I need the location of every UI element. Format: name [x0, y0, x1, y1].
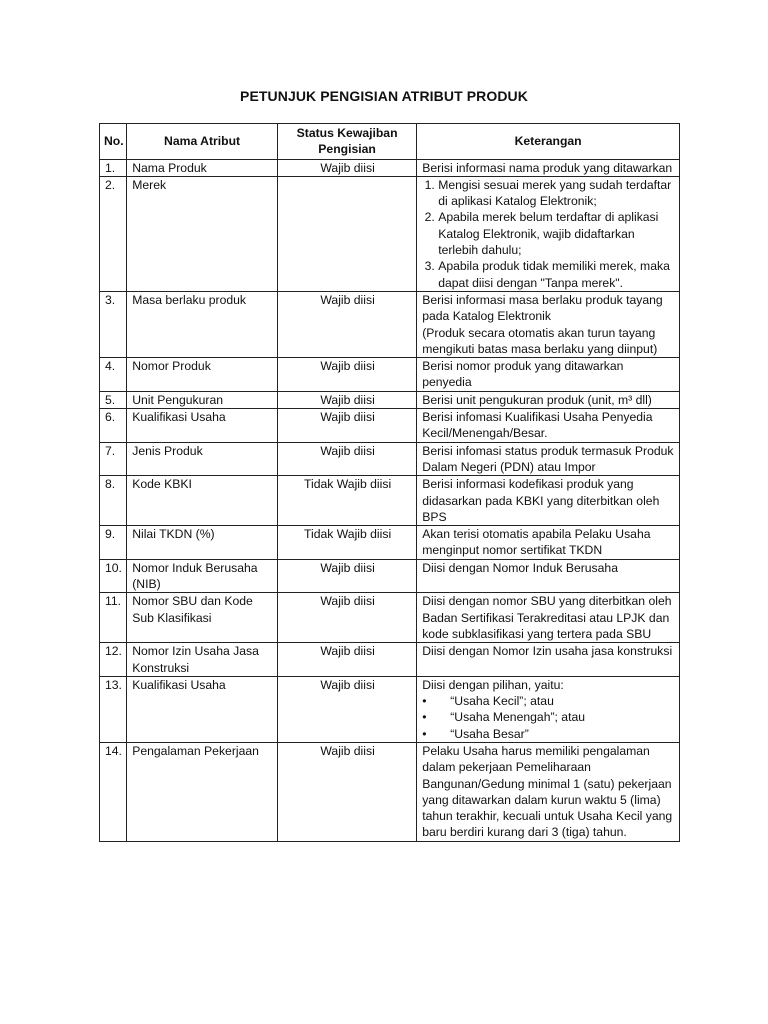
row-description: Diisi dengan Nomor Izin usaha jasa konstruksi	[417, 643, 680, 677]
row-status: Wajib diisi	[277, 742, 416, 841]
row-attribute-name: Unit Pengukuran	[127, 391, 278, 408]
table-row	[100, 391, 680, 408]
row-status: Wajib diisi	[277, 409, 416, 443]
table-row	[100, 526, 680, 560]
row-no: 14.	[100, 742, 127, 841]
row-status: Wajib diisi	[277, 676, 416, 742]
header-attribute-name: Nama Atribut	[127, 124, 278, 160]
row-description: Berisi infomasi Kualifikasi Usaha Penyedia Kecil/Menengah/Besar.	[417, 409, 680, 443]
row-description: Diisi dengan Nomor Induk Berusaha	[417, 559, 680, 593]
row-no: 6.	[100, 409, 127, 443]
row-status: Wajib diisi	[277, 391, 416, 408]
row-attribute-name: Kualifikasi Usaha	[127, 409, 278, 443]
list-item: 1. Mengisi sesuai merek yang sudah terdaftar di aplikasi Katalog Elektronik;	[438, 177, 675, 210]
list-item: • “Usaha Besar”	[422, 726, 675, 742]
table-row	[100, 676, 680, 742]
row-status: Wajib diisi	[277, 643, 416, 677]
row-status: Tidak Wajib diisi	[277, 476, 416, 526]
row-description: Akan terisi otomatis apabila Pelaku Usaha menginput nomor sertifikat TKDN	[417, 526, 680, 560]
row-attribute-name: Merek	[127, 176, 278, 291]
row-no: 3.	[100, 291, 127, 357]
attribute-table	[99, 123, 680, 842]
row-attribute-name: Kualifikasi Usaha	[127, 676, 278, 742]
table-row	[100, 409, 680, 443]
table-row	[100, 559, 680, 593]
row-no: 5.	[100, 391, 127, 408]
row-no: 8.	[100, 476, 127, 526]
row-no: 13.	[100, 676, 127, 742]
row-attribute-name: Kode KBKI	[127, 476, 278, 526]
row-description: Berisi informasi kodefikasi produk yang didasarkan pada KBKI yang diterbitkan oleh BPS	[417, 476, 680, 526]
row-status	[277, 176, 416, 291]
header-status: Status Kewajiban Pengisian	[277, 124, 416, 160]
row-status: Tidak Wajib diisi	[277, 526, 416, 560]
table-row	[100, 476, 680, 526]
row-description: Berisi unit pengukuran produk (unit, m³ dll)	[417, 391, 680, 408]
list-item: 2. Apabila merek belum terdaftar di aplikasi Katalog Elektronik, wajib didaftarkan terlebih dahulu;	[438, 209, 675, 258]
description-note: (Produk secara otomatis akan turun tayang mengikuti batas masa berlaku yang diinput)	[422, 325, 658, 356]
row-attribute-name: Nomor Produk	[127, 358, 278, 392]
row-status: Wajib diisi	[277, 442, 416, 476]
row-no: 1.	[100, 159, 127, 176]
row-no: 12.	[100, 643, 127, 677]
row-attribute-name: Pengalaman Pekerjaan	[127, 742, 278, 841]
row-description	[417, 176, 680, 291]
list-item: 3. Apabila produk tidak memiliki merek, maka dapat diisi dengan "Tanpa merek".	[438, 258, 675, 291]
row-description	[417, 676, 680, 742]
row-attribute-name: Nomor Induk Berusaha (NIB)	[127, 559, 278, 593]
numbered-list	[422, 177, 675, 291]
row-attribute-name: Nomor SBU dan Kode Sub Klasifikasi	[127, 593, 278, 643]
table-row	[100, 291, 680, 357]
row-description: Berisi informasi nama produk yang ditawarkan	[417, 159, 680, 176]
table-row	[100, 358, 680, 392]
page-title: PETUNJUK PENGISIAN ATRIBUT PRODUK	[240, 88, 528, 104]
list-item: • “Usaha Kecil”; atau	[422, 693, 675, 709]
row-no: 4.	[100, 358, 127, 392]
table-row	[100, 159, 680, 176]
header-description: Keterangan	[417, 124, 680, 160]
row-attribute-name: Jenis Produk	[127, 442, 278, 476]
header-no: No.	[100, 124, 127, 160]
row-status: Wajib diisi	[277, 593, 416, 643]
description-text: Diisi dengan pilihan, yaitu:	[422, 677, 564, 692]
row-no: 9.	[100, 526, 127, 560]
table-row	[100, 593, 680, 643]
table-row	[100, 176, 680, 291]
list-item: • “Usaha Menengah”; atau	[422, 709, 675, 725]
row-description: Pelaku Usaha harus memiliki pengalaman dalam pekerjaan Pemeliharaan Bangunan/Gedung minimal 1 (satu) pekerjaan yang ditawarkan dalam kurun waktu 5 (lima) tahun terakhir, kecuali untuk Usaha Kecil yang baru berdiri kurang dari 3 (tiga) tahun.	[417, 742, 680, 841]
table-header-row	[100, 124, 680, 160]
row-status: Wajib diisi	[277, 291, 416, 357]
row-no: 11.	[100, 593, 127, 643]
row-description: Diisi dengan nomor SBU yang diterbitkan oleh Badan Sertifikasi Terakreditasi atau LPJK dan kode subklasifikasi yang tertera pada SBU	[417, 593, 680, 643]
row-status: Wajib diisi	[277, 358, 416, 392]
row-description	[417, 291, 680, 357]
bullet-list	[422, 693, 675, 742]
row-attribute-name: Nama Produk	[127, 159, 278, 176]
row-status: Wajib diisi	[277, 559, 416, 593]
table-row	[100, 742, 680, 841]
row-attribute-name: Masa berlaku produk	[127, 291, 278, 357]
table-row	[100, 643, 680, 677]
table-row	[100, 442, 680, 476]
row-description: Berisi infomasi status produk termasuk Produk Dalam Negeri (PDN) atau Impor	[417, 442, 680, 476]
row-status: Wajib diisi	[277, 159, 416, 176]
row-no: 10.	[100, 559, 127, 593]
description-text: Berisi informasi masa berlaku produk tayang pada Katalog Elektronik	[422, 292, 663, 324]
row-attribute-name: Nomor Izin Usaha Jasa Konstruksi	[127, 643, 278, 677]
row-no: 7.	[100, 442, 127, 476]
row-no: 2.	[100, 176, 127, 291]
row-attribute-name: Nilai TKDN (%)	[127, 526, 278, 560]
row-description: Berisi nomor produk yang ditawarkan penyedia	[417, 358, 680, 392]
